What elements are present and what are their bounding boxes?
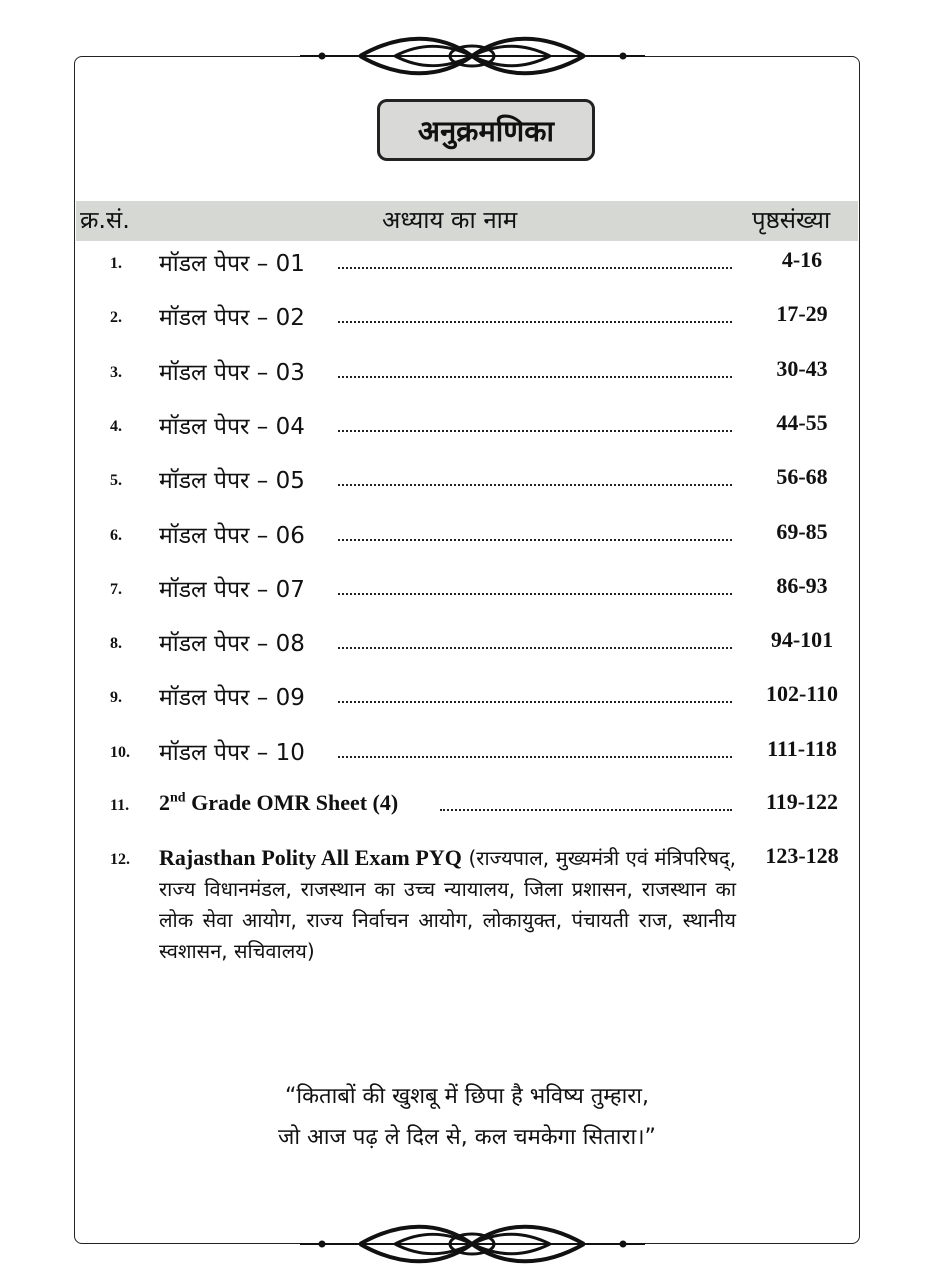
toc-row[interactable] (0, 572, 945, 612)
row-label: मॉडल पेपर – 10 (159, 739, 305, 766)
toc-row[interactable] (0, 626, 945, 666)
row-number: 10. (110, 743, 130, 761)
row-pages: 94-101 (770, 627, 834, 653)
toc-row[interactable] (0, 735, 945, 775)
row-pages-polity: 123-128 (765, 843, 839, 868)
leader-dots (338, 537, 732, 541)
toc-row[interactable] (0, 518, 945, 558)
header-page-number: पृष्ठसंख्या (752, 206, 831, 234)
toc-row[interactable] (0, 246, 945, 286)
leader-dots (338, 591, 732, 595)
top-ornament (300, 31, 645, 81)
row-pages: 56-68 (776, 464, 828, 490)
leader-dots (338, 699, 732, 703)
row-label: मॉडल पेपर – 04 (159, 413, 305, 440)
toc-row[interactable] (0, 680, 945, 720)
row-number: 5. (110, 472, 122, 490)
toc-row-omr[interactable] (0, 788, 945, 828)
row-label: मॉडल पेपर – 06 (159, 522, 305, 549)
header-chapter-name: अध्याय का नाम (382, 206, 518, 234)
row-label: मॉडल पेपर – 07 (159, 576, 305, 603)
row-label: मॉडल पेपर – 01 (159, 251, 305, 277)
row-pages: 30-43 (776, 355, 828, 381)
row-number: 8. (110, 635, 122, 653)
leader-dots (440, 807, 732, 811)
row-pages: 17-29 (776, 301, 828, 327)
row-label: 2nd Grade OMR Sheet (4) (159, 790, 399, 815)
leader-dots (338, 482, 732, 486)
page-title: अनुक्रमणिका (377, 99, 595, 161)
toc-row[interactable] (0, 355, 945, 395)
row-label: मॉडल पेपर – 09 (159, 685, 305, 712)
toc-row[interactable] (0, 300, 945, 340)
row-label: मॉडल पेपर – 05 (159, 468, 305, 495)
toc-row[interactable] (0, 463, 945, 503)
leader-dots (338, 754, 732, 758)
row-number: 11. (110, 797, 130, 814)
toc-row[interactable] (0, 409, 945, 449)
leader-dots (338, 374, 732, 378)
row-pages: 4-16 (781, 247, 823, 272)
row-pages: 102-110 (765, 681, 839, 707)
row-label: मॉडल पेपर – 08 (159, 631, 305, 658)
row-label: मॉडल पेपर – 03 (159, 359, 305, 386)
bottom-ornament (300, 1219, 645, 1269)
quote-line-1: “किताबों की खुशबू में छिपा है भविष्य तुम्हारा, (285, 1084, 649, 1109)
row-pages: 69-85 (776, 518, 828, 544)
row-pages: 44-55 (776, 409, 828, 435)
row-number: 6. (110, 526, 122, 544)
row-number: 4. (110, 417, 122, 435)
leader-dots (338, 319, 732, 323)
row-number: 7. (110, 580, 122, 598)
row-pages: 119-122 (765, 789, 839, 814)
row-number-polity: 12. (110, 851, 130, 868)
leader-dots (338, 428, 732, 432)
quote-line-2: जो आज पढ़ ले दिल से, कल चमकेगा सितारा।” (278, 1125, 656, 1150)
row-pages: 86-93 (776, 572, 828, 598)
row-number: 1. (110, 255, 122, 272)
row-number: 9. (110, 689, 122, 707)
toc-row-polity[interactable]: Rajasthan Polity All Exam PYQ (राज्यपाल, मुख्यमंत्री एवं मंत्रिपरिषद्, राज्य विधानमंडल, राजस्थान का उच्च न्यायालय, जिला प्रशासन, राजस्थान का लोक सेवा आयोग, राज्य निर्वाचन आयोग, लोकायुक्त, पंचायती राज, स्थानीय स्वशासन, सचिवालय) (159, 845, 736, 963)
row-number: 2. (110, 309, 122, 327)
row-label: मॉडल पेपर – 02 (159, 305, 305, 332)
header-serial: क्र.सं. (80, 206, 130, 234)
leader-dots (338, 265, 732, 269)
row-number: 3. (110, 363, 122, 381)
leader-dots (338, 645, 732, 649)
row-pages: 111-118 (767, 735, 837, 761)
